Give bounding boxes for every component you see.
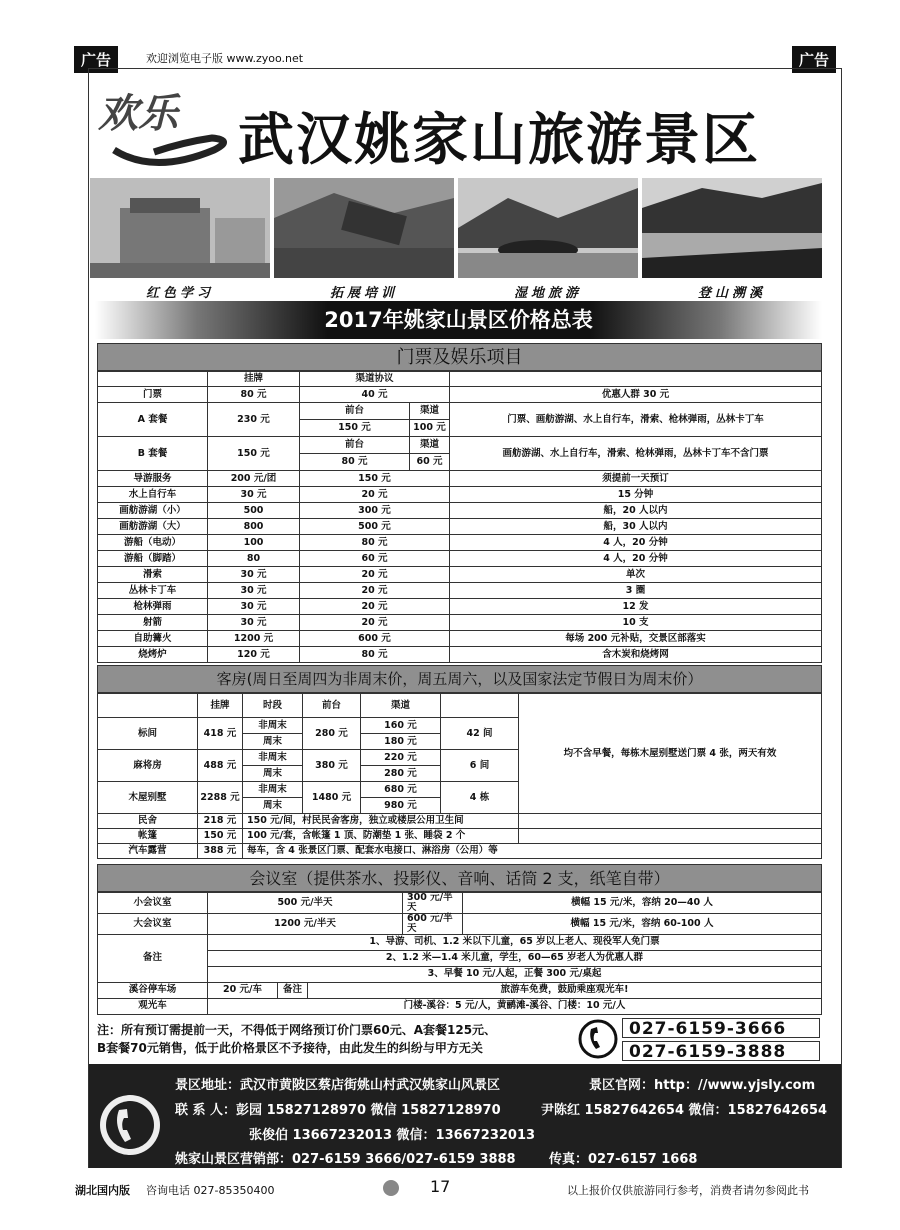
table-row: B 套餐 150 元 前台 渠道 画舫游湖、水上自行车，滑索、枪林弹雨，丛林卡丁车不含门票: [98, 437, 822, 454]
table-row: 射箭 30 元 20 元 10 支: [98, 615, 822, 631]
footer-contact-3: 张俊伯 13667232013 微信：13667232013: [249, 1128, 536, 1143]
table-row: 溪谷停车场 20 元/车 备注 旅游车免费，鼓励乘座观光车!: [98, 982, 822, 998]
photo-wetland: [458, 178, 638, 278]
section-meeting: 会议室（提供茶水、投影仪、音响、话筒 2 支，纸笔自带）: [97, 864, 822, 892]
phone-number-2: 027-6159-3888: [622, 1041, 820, 1061]
table-row: 画舫游湖（小） 500 300 元 船，20 人以内: [98, 503, 822, 519]
photo-stream: [642, 178, 822, 278]
table-row: 麻将房 488 元 非周末 380 元 220 元 6 间: [98, 750, 822, 766]
caption-wetland: 湿地旅游: [513, 286, 582, 301]
table-row: 滑索 30 元 20 元 单次: [98, 567, 822, 583]
table-row: 门票 80 元 40 元 优惠人群 30 元: [98, 387, 822, 403]
phone-number-1: 027-6159-3666: [622, 1018, 820, 1038]
table-row: 画舫游湖（大） 800 500 元 船，30 人以内: [98, 519, 822, 535]
banner-title: 武汉姚家山旅游景区: [238, 107, 760, 173]
table-row: 丛林卡丁车 30 元 20 元 3 圈: [98, 583, 822, 599]
table-row: 民舍 218 元 150 元/间，村民民舍客房，独立或楼层公用卫生间: [98, 814, 822, 829]
footer-phone-icon: [97, 1092, 163, 1158]
caption-training: 拓展培训: [329, 286, 398, 301]
section-tickets: 门票及娱乐项目: [97, 343, 822, 371]
footer-sales: 姚家山景区营销部：027-6159 3666/027-6159 3888: [175, 1152, 516, 1167]
page-number: 17: [430, 1177, 451, 1196]
table-row: 大会议室 1200 元/半天 600 元/半天 横幅 15 元/米，容纳 60-100 人: [98, 913, 822, 934]
logo-text: 欢乐: [98, 90, 178, 137]
footer-contact-1: 联 系 人：彭园 15827128970 微信 15827128970: [175, 1103, 501, 1118]
footer-panel: [89, 1064, 841, 1168]
footer-fax: 传真：027-6157 1668: [549, 1152, 698, 1167]
table-row: 烧烤炉 120 元 80 元 含木炭和烧烤网: [98, 647, 822, 663]
table-row: 观光车 门楼-溪谷：5 元/人，黄鹂滩-溪谷、门楼：10 元/人: [98, 998, 822, 1014]
ad-label-right: 广告: [792, 46, 836, 73]
table-row: 导游服务 200 元/团 150 元 须提前一天预订: [98, 471, 822, 487]
caption-red-study: 红色学习: [145, 286, 214, 301]
footer-contact-2: 尹陈红 15827642654 微信：15827642654: [541, 1103, 828, 1118]
table-row: 水上自行车 30 元 20 元 15 分钟: [98, 487, 822, 503]
meeting-table: 小会议室 500 元/半天 300 元/半天 横幅 15 元/米，容纳 20—40 人 大会议室 1200 元/半天 600 元/半天 横幅 15 元/米，容纳 60-100 人 备注 1、导游、司机、1.2 米以下儿童，65 岁以上老人、现役军人免门票 2、1.2 米—1.4 米儿童，学生，60—65 岁老人为优惠人群 3、早餐 10 元/人起，正餐 300 元/桌起 溪谷停车场 20 元/车 备注 旅游车免费，鼓励乘座观光车! 观光车 门楼-溪谷：5 元/人，黄鹂滩-溪谷、门楼：10 元/人: [97, 892, 822, 1015]
table-row: 木屋别墅 2288 元 非周末 1480 元 680 元 4 栋: [98, 782, 822, 798]
ad-label-left: 广告: [74, 46, 118, 73]
table-row: 标间 418 元 非周末 280 元 160 元 42 间: [98, 718, 822, 734]
table-row: 小会议室 500 元/半天 300 元/半天 横幅 15 元/米，容纳 20—40 人: [98, 893, 822, 914]
logo: [94, 80, 244, 175]
table-row: 枪林弹雨 30 元 20 元 12 发: [98, 599, 822, 615]
caption-stream: 登山溯溪: [697, 286, 766, 301]
phone-icon: [578, 1017, 618, 1061]
edition-label: 湖北国内版: [75, 1184, 130, 1197]
photo-training: [274, 178, 454, 278]
rooms-table: 挂牌 时段 前台 渠道 均不含早餐，每栋木屋别墅送门票 4 张，两天有效 标间 418 元 非周末 280 元 160 元 42 间 周末 180 元 麻将房 488 元 非周末 380 元 220 元 6 间 周末 280 元 木屋别墅 2288 元 非周末 1480 元 680 元 4 栋 周末 980 元 民舍 218 元 150 元/间，村民民舍客房，独立或楼层公用卫生间 帐篷 150 元 100 元/套，含帐篷 1 顶、防潮垫 1 张、睡袋 2 个 汽车露营 388 元 每车，含 4 张景区门票、配套水电接口、淋浴房（公用）等: [97, 693, 822, 859]
table-row: 游船（脚踏） 80 60 元 4 人，20 分钟: [98, 551, 822, 567]
page-badge-icon: [383, 1180, 399, 1196]
notice-line-2: B套餐70元销售，低于此价格景区不予接待，由此发生的纠纷与甲方无关: [97, 1041, 483, 1055]
main-title: 2017年姚家山景区价格总表: [324, 308, 593, 332]
section-rooms: 客房(周日至周四为非周末价，周五周六，以及国家法定节假日为周末价）: [97, 665, 822, 693]
table-row: 汽车露营 388 元 每车，含 4 张景区门票、配套水电接口、淋浴房（公用）等: [98, 844, 822, 859]
table-row: 备注 1、导游、司机、1.2 米以下儿童，65 岁以上老人、现役军人免门票: [98, 934, 822, 950]
disclaimer: 以上报价仅供旅游同行参考，消费者请勿参阅此书: [567, 1184, 809, 1197]
photo-red-study: [90, 178, 270, 278]
welcome-text: 欢迎浏览电子版 www.zyoo.net: [146, 52, 304, 65]
table-row: 自助篝火 1200 元 600 元 每场 200 元补贴，交景区部落实: [98, 631, 822, 647]
consult-phone: 咨询电话 027-85350400: [146, 1184, 275, 1197]
notice-line-1: 注：所有预订需提前一天，不得低于网络预订价门票60元、A套餐125元、: [97, 1023, 497, 1037]
footer-website: 景区官网：http：//www.yjsly.com: [589, 1078, 816, 1093]
table-row: 帐篷 150 元 100 元/套，含帐篷 1 顶、防潮垫 1 张、睡袋 2 个: [98, 829, 822, 844]
table-row: A 套餐 230 元 前台 渠道 门票、画舫游湖、水上自行车，滑索、枪林弹雨，丛林卡丁车: [98, 403, 822, 420]
table-row: 游船（电动） 100 80 元 4 人，20 分钟: [98, 535, 822, 551]
footer-address: 景区地址：武汉市黄陂区蔡店街姚山村武汉姚家山风景区: [175, 1078, 501, 1093]
tickets-table: 挂牌 渠道协议 门票 80 元 40 元 优惠人群 30 元 A 套餐 230 元 前台 渠道 门票、画舫游湖、水上自行车，滑索、枪林弹雨，丛林卡丁车 150 元 100 元 B 套餐 150 元 前台 渠道 画舫游湖、水上自行车，滑索、枪林弹雨，丛林卡丁车不含门票 80 元 60 元 导游服务 200 元/团 150 元 须提前一天预订 水上自行车 30 元 20 元 15 分钟 画舫游湖（小） 500 300 元 船，20 人以内 画舫游湖（大） 800 500 元 船，30 人以内 游船（电动） 100 80 元 4 人，20 分钟 游船（脚踏） 80 60 元 4 人，20 分钟 滑索 30 元 20 元 单次 丛林卡丁车 30 元 20 元 3 圈 枪林弹雨 30 元 20 元 12 发 射箭 30 元 20 元 10 支 自助篝火 1200 元 600 元 每场 200 元补贴，交景区部落实 烧烤炉 120 元 80 元 含木炭和烧烤网: [97, 371, 822, 663]
